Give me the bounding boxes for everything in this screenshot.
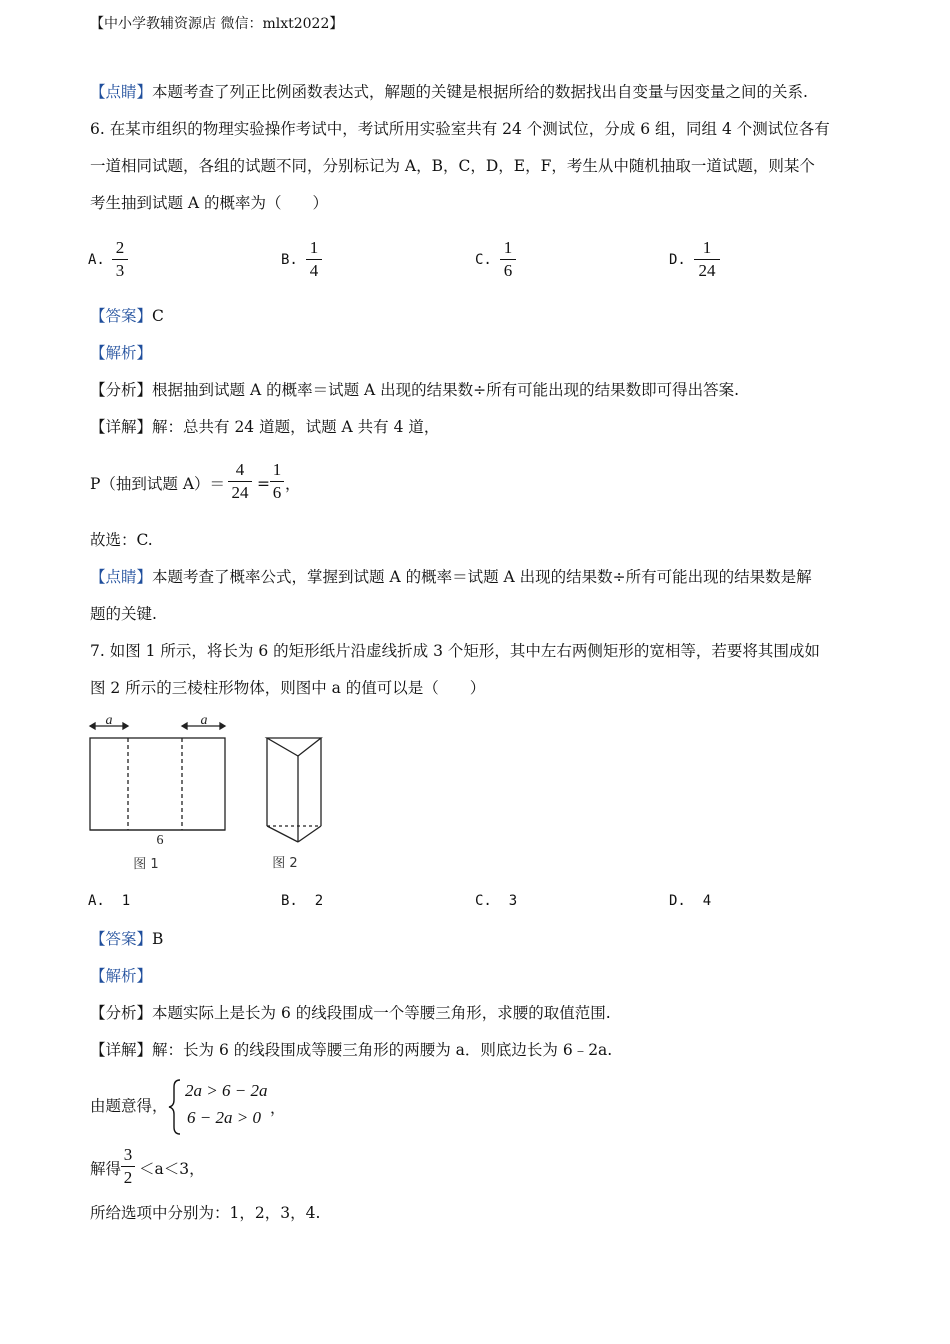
q6-option-b-fraction [306,238,322,281]
fraction-numerator: 1 [702,238,712,257]
q7-option-d [669,893,711,909]
fraction-numerator: 1 [309,238,319,257]
q6-option-a-fraction [112,238,128,281]
q7-system-eq1: 2a > 6 − 2a [185,1081,268,1100]
q6-dianjing-line2: 题的关键. [90,605,157,623]
fraction-denominator: 3 [115,261,125,280]
q7-system-eq2: 6 − 2a > 0 [187,1108,261,1127]
fraction-denominator: 6 [503,261,513,280]
fenxi-tag: 【分析】 [90,381,153,399]
fenxi-text: 本题实际上是长为 6 的线段围成一个等腰三角形，求腰的取值范围. [152,1004,611,1022]
q6-dianjing [90,567,812,587]
q7-answer [90,929,163,949]
option-label: B. [281,893,298,909]
xiangjie-tag: 【详解】 [90,418,153,436]
q6-option-c-fraction [500,238,516,281]
fenxi-text: 根据抽到试题 A 的概率＝试题 A 出现的结果数÷所有可能出现的结果数即可得出答案. [152,381,740,399]
page-header: 【中小学教辅资源店 微信：mlxt2022】 [90,16,344,32]
dianjing-text: 本题考查了列正比例函数表达式，解题的关键是根据所给的数据找出自变量与因变量之间的关系. [152,83,808,101]
q6-answer [90,306,164,326]
q6-analysis-tag: 【解析】 [90,344,153,362]
dianjing-text: 本题考查了概率公式，掌握到试题 A 的概率＝试题 A 出现的结果数÷所有可能出现的结果数是解 [152,568,812,586]
xiangjie-text: 解：总共有 24 道题，试题 A 共有 4 道， [152,418,440,436]
q6-formula-fraction-1 [228,460,252,503]
option-value: 3 [508,893,518,909]
fraction-denominator: 4 [309,261,319,280]
xiangjie-text: 解：长为 6 的线段围成等腰三角形的两腰为 a．则底边长为 6﹣2a. [152,1041,613,1059]
fraction-denominator: 24 [231,483,249,502]
option-value: 4 [702,893,712,909]
q7-options-note: 所给选项中分别为：1，2，3，4. [90,1204,321,1222]
q7-solve-fraction [121,1145,135,1188]
option-value: 2 [314,893,324,909]
dianjing-tag: 【点睛】 [90,568,153,586]
fraction-numerator: 3 [123,1145,133,1164]
q7-solve-prefix: 解得 [90,1160,122,1178]
figure-1-length-label: 6 [156,833,164,848]
figure-1-rectangle [84,712,234,882]
q7-option-c [475,893,517,909]
option-label: C. [475,893,492,909]
xiangjie-tag: 【详解】 [90,1041,153,1059]
q7-option-a [88,893,130,909]
option-label: A. [88,893,105,909]
brace-icon [168,1078,182,1136]
q6-formula-end: ， [285,475,301,493]
q6-option-a-label: A. [88,252,105,268]
q6-formula-fraction-2 [270,460,284,503]
q7-fenxi [90,1003,611,1023]
q7-line2: 图 2 所示的三棱柱形物体，则图中 a 的值可以是（ ） [90,679,486,697]
q6-formula-equals: = [257,475,270,493]
figure-1-caption: 图 1 [133,857,159,872]
q7-xiangjie [90,1040,612,1060]
figure-2-caption: 图 2 [272,856,298,871]
fraction-denominator: 2 [123,1168,133,1187]
q6-line1: 6. 在某市组织的物理实验操作考试中，考试所用实验室共有 24 个测试位，分成 6 组，同组 4 个测试位各有 [90,120,830,138]
q6-option-c-label: C. [475,252,492,268]
figure-2-prism [258,730,338,880]
q6-formula-prefix: P（抽到试题 A）＝ [90,475,226,493]
figure-1-a-right-label: a [200,713,208,728]
fraction-numerator: 4 [235,460,245,479]
q6-line3: 考生抽到试题 A 的概率为（ ） [90,194,329,212]
answer-value: C [152,307,164,325]
q7-analysis-tag: 【解析】 [90,967,153,985]
fraction-denominator: 6 [272,483,282,502]
answer-value: B [152,930,164,948]
figure-1-a-left-label: a [105,713,113,728]
fenxi-tag: 【分析】 [90,1004,153,1022]
fraction-numerator: 2 [115,238,125,257]
dianjing-tag: 【点睛】 [90,83,153,101]
q6-choose: 故选：C. [90,531,153,549]
q7-line1: 7. 如图 1 所示，将长为 6 的矩形纸片沿虚线折成 3 个矩形，其中左右两侧矩形的宽相等，若要将其围成如 [90,642,820,660]
fraction-numerator: 1 [272,460,282,479]
q6-option-d-label: D. [669,252,686,268]
q7-system-prefix: 由题意得， [90,1097,168,1115]
q6-option-b-label: B. [281,252,298,268]
prev-dianjing [90,82,808,102]
q7-system-end: ， [270,1099,286,1117]
option-value: 1 [121,893,131,909]
q7-option-b [281,893,323,909]
q6-line2: 一道相同试题，各组的试题不同，分别标记为 A，B，C，D，E，F，考生从中随机抽取一道试题，则某个 [90,157,815,175]
option-label: D. [669,893,686,909]
q6-fenxi [90,380,739,400]
answer-tag: 【答案】 [90,930,153,948]
q7-solve-suffix: ＜a＜3， [139,1160,205,1178]
fraction-denominator: 24 [698,261,716,280]
q6-option-d-fraction [694,238,720,281]
answer-tag: 【答案】 [90,307,153,325]
fraction-numerator: 1 [503,238,513,257]
q6-xiangjie [90,417,439,437]
